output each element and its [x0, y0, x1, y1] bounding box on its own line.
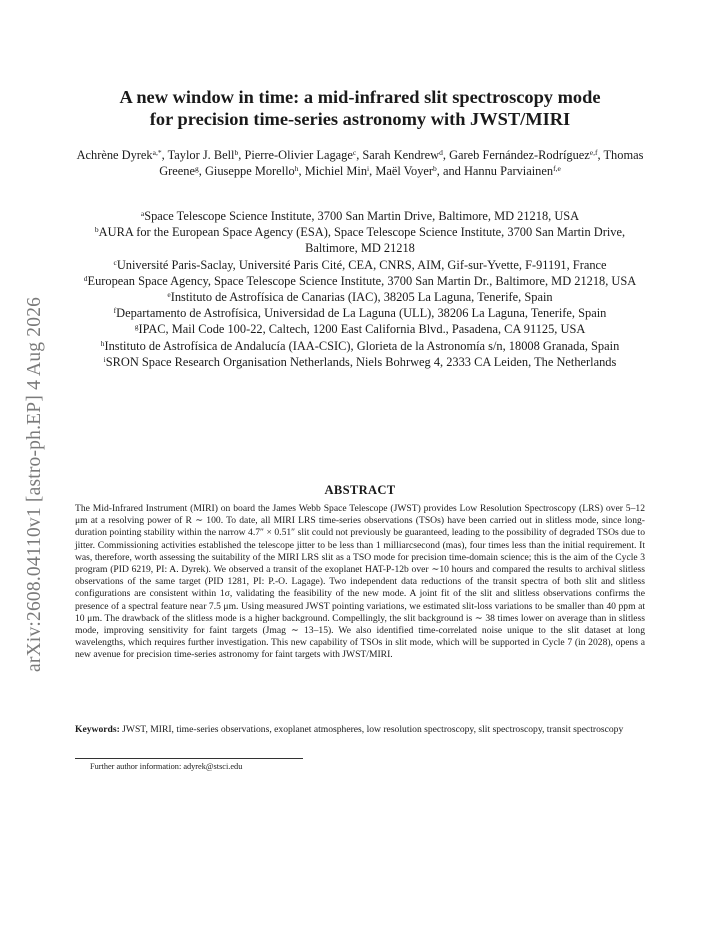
affiliation: $^f$Departamento de Astrofísica, Universidad de La Laguna (ULL), 38206 La Laguna, Tenerife, Spain — [113, 306, 607, 321]
author: Maël Voyer$^b$, and — [375, 164, 464, 179]
affiliation: $^g$IPAC, Mail Code 100-22, Caltech, 1200 East California Blvd., Pasadena, CA 91125, USA — [134, 322, 586, 337]
title-line: A new window in time: a mid-infrared slit spectroscopy mode — [119, 87, 601, 107]
abstract-text: The Mid-Infrared Instrument (MIRI) on board the James Webb Space Telescope (JWST) provides Low Resolution Spectroscopy (LRS) over 5–12 μm at a resolving power of R ∼ 100. To date, all MIRI LRS time-series observations (TSOs) have been carried out in slitless mode, since long-duration pointing stability within the narrow 4.7″ × 0.51″ slit could not previously be guaranteed, leading to the possibility of degraded TSOs due to jitter. Commissioning activities established the telescope jitter to be less than 1 milliarcsecond (mas), four times less than the initial requirement. It was, therefore, worth assessing the suitability of the MIRI LRS slit as a TSO mode for precision time-domain science; this is the aim of the Cycle 3 program (PID 6219, PI: A. Dyrek). We observed a transit of the exoplanet HAT-P-12b over ∼10 hours and compared the results to archival slitless observations of the same target (PID 1281, PI: P.-O. Lagage). Two independent data reductions of the transit spectra of both slit and slitless configurations are consistent within 1σ, validating the feasibility of the new mode. A joint fit of the slit and slitless observations confirms the presence of a spectral feature near 7.5 μm. Using measured JWST pointing variations, we estimated slit-loss variations to be smaller than 40 ppm at 10 μm. The drawback of the slitless mode is a higher background. Compellingly, the slit background is ∼ 38 times lower on average than in slitless mode, improving sensitivity for faint targets (Jmag ∼ 13–15). We also identified time-correlated noise unique to the slit dataset at long wavelengths, which requires further investigation. This new capability of TSOs in slit mode, which will be supported in Cycle 7 (in 2028), opens a new avenue for precision time-series astronomy for faint targets with JWST/MIRI. — [75, 503, 645, 661]
author: Michiel Min$^i$, — [304, 164, 376, 179]
author: Gareb Fernández-Rodríguez$^{e,f}$, — [449, 148, 604, 162]
author: Hannu Parviainen$^{f,e}$ — [463, 164, 561, 179]
author: Pierre-Olivier Lagage$^c$, — [244, 148, 363, 162]
author-list — [70, 147, 650, 179]
footnote: Further author information: adyrek@stsci.edu — [90, 762, 243, 771]
footnote-rule — [75, 758, 303, 759]
author: Achrène Dyrek$^{a,*}$, — [76, 148, 168, 162]
author: Sarah Kendrew$^d$, — [362, 148, 450, 162]
affiliation: $^c$Université Paris-Saclay, Université Paris Cité, CEA, CNRS, AIM, Gif-sur-Yvette, F-91191, France — [113, 257, 607, 272]
author: Taylor J. Bell$^b$, — [167, 148, 245, 162]
keywords-text: JWST, MIRI, time-series observations, exoplanet atmospheres, low resolution spectroscopy, slit spectroscopy, transit spectroscopy — [122, 724, 624, 735]
paper-title — [60, 86, 660, 130]
affiliation-list — [74, 208, 646, 370]
keywords — [75, 724, 645, 736]
affiliation: $^e$Instituto de Astrofísica de Canarias (IAC), 38205 La Laguna, Tenerife, Spain — [167, 290, 553, 305]
affiliation: $^h$Instituto de Astrofísica de Andalucía (IAA-CSIC), Glorieta de la Astronomía s/n, 18008 Granada, Spain — [100, 338, 620, 353]
author: Giuseppe Morello$^h$, — [204, 164, 305, 179]
title-line: for precision time-series astronomy with JWST/MIRI — [149, 109, 571, 129]
affiliation: $^d$European Space Agency, Space Telescope Science Institute, 3700 San Martin Dr., Baltimore, MD 21218, USA — [83, 273, 637, 288]
arxiv-identifier: arXiv:2608.04110v1 [astro-ph.EP] 4 Aug 2026 — [24, 296, 45, 672]
affiliation: $^i$SRON Space Research Organisation Netherlands, Niels Bohrweg 4, 2333 CA Leiden, The Netherlands — [103, 354, 617, 369]
author: Thomas Greene$^g$, — [159, 148, 644, 179]
abstract-heading: ABSTRACT — [324, 483, 396, 497]
keywords-label: Keywords: — [75, 724, 120, 735]
affiliation: $^b$AURA for the European Space Agency (ESA), Space Telescope Science Institute, 3700 San Martin Drive, Baltimore, MD 21218 — [94, 225, 626, 256]
affiliation: $^a$Space Telescope Science Institute, 3700 San Martin Drive, Baltimore, MD 21218, USA — [140, 209, 580, 223]
